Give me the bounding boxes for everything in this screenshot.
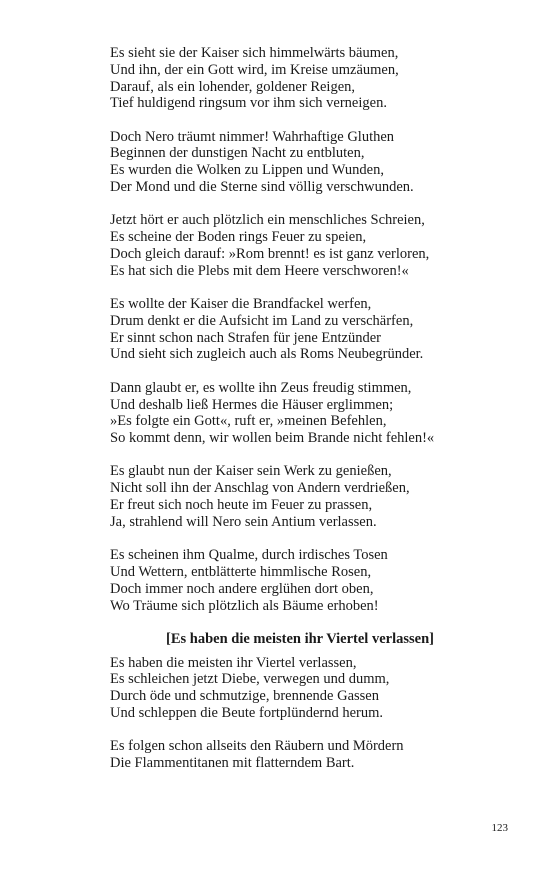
verse-line: Nicht soll ihn der Anschlag von Andern verdrießen, <box>110 480 410 497</box>
stanza <box>110 547 510 614</box>
stanza <box>110 463 510 530</box>
verse-line: Der Mond und die Sterne sind völlig verschwunden. <box>110 179 414 196</box>
verse-line: Und sieht sich zugleich auch als Roms Neubegründer. <box>110 346 424 363</box>
stanza <box>110 129 510 196</box>
verse-line: »Es folgte ein Gott«, ruft er, »meinen Befehlen, <box>110 413 387 430</box>
verse-line: Dann glaubt er, es wollte ihn Zeus freudig stimmen, <box>110 379 412 396</box>
stanza <box>110 380 510 447</box>
verse-line: Doch Nero träumt nimmer! Wahrhaftige Gluthen <box>110 128 395 145</box>
verse-line: Es wollte der Kaiser die Brandfackel werfen, <box>110 296 372 313</box>
verse-line: Es sieht sie der Kaiser sich himmelwärts bäumen, <box>110 45 399 61</box>
verse-line: Und ihn, der ein Gott wird, im Kreise umzäumen, <box>110 61 399 78</box>
verse-line: Es glaubt nun der Kaiser sein Werk zu genießen, <box>110 463 392 480</box>
verse-line: Beginnen der dunstigen Nacht zu entbluten, <box>110 145 365 162</box>
poem-title: [Es haben die meisten ihr Viertel verlassen] <box>166 630 434 647</box>
verse-line: Es hat sich die Plebs mit dem Heere verschworen!« <box>110 262 409 279</box>
verse-line: Ja, strahlend will Nero sein Antium verlassen. <box>110 513 377 530</box>
verse-line: So kommt denn, wir wollen beim Brande nicht fehlen!« <box>110 430 435 447</box>
verse-line: Es scheine der Boden rings Feuer zu speien, <box>110 229 367 246</box>
verse-line: Er sinnt schon nach Strafen für jene Entzünder <box>110 329 381 346</box>
verse-line: Und Wettern, entblätterte himmlische Rosen, <box>110 563 372 580</box>
verse-line: Doch gleich darauf: »Rom brennt! es ist ganz verloren, <box>110 245 430 262</box>
verse-line: Tief huldigend ringsum vor ihm sich verneigen. <box>110 95 387 112</box>
verse-line: Die Flammentitanen mit flatterndem Bart. <box>110 755 355 772</box>
verse-line: Er freut sich noch heute im Feuer zu prassen, <box>110 497 373 514</box>
verse-line: Durch öde und schmutzige, brennende Gassen <box>110 688 379 705</box>
verse-line: Darauf, als ein lohender, goldener Reigen, <box>110 78 356 95</box>
text-block <box>110 45 510 788</box>
stanza <box>110 296 510 363</box>
verse-line: Es scheinen ihm Qualme, durch irdisches Tosen <box>110 547 388 564</box>
verse-line: Es folgen schon allseits den Räubern und Mördern <box>110 738 404 755</box>
verse-line: Es wurden die Wolken zu Lippen und Wunden, <box>110 162 384 179</box>
stanza <box>110 45 510 112</box>
verse-line: Es schleichen jetzt Diebe, verwegen und dumm, <box>110 671 390 688</box>
page-number: 123 <box>491 822 508 834</box>
verse-line: Es haben die meisten ihr Viertel verlassen, <box>110 654 357 671</box>
stanza <box>110 212 510 279</box>
stanza <box>110 655 510 722</box>
verse-line: Doch immer noch andere erglühen dort oben, <box>110 580 374 597</box>
stanza <box>110 738 510 772</box>
verse-line: Und schleppen die Beute fortplündernd herum. <box>110 705 384 721</box>
verse-line: Drum denkt er die Aufsicht im Land zu verschärfen, <box>110 312 414 329</box>
verse-line: Jetzt hört er auch plötzlich ein menschliches Schreien, <box>110 212 425 229</box>
verse-line: Und deshalb ließ Hermes die Häuser erglimmen; <box>110 396 394 413</box>
verse-line: Wo Träume sich plötzlich als Bäume erhoben! <box>110 597 379 614</box>
